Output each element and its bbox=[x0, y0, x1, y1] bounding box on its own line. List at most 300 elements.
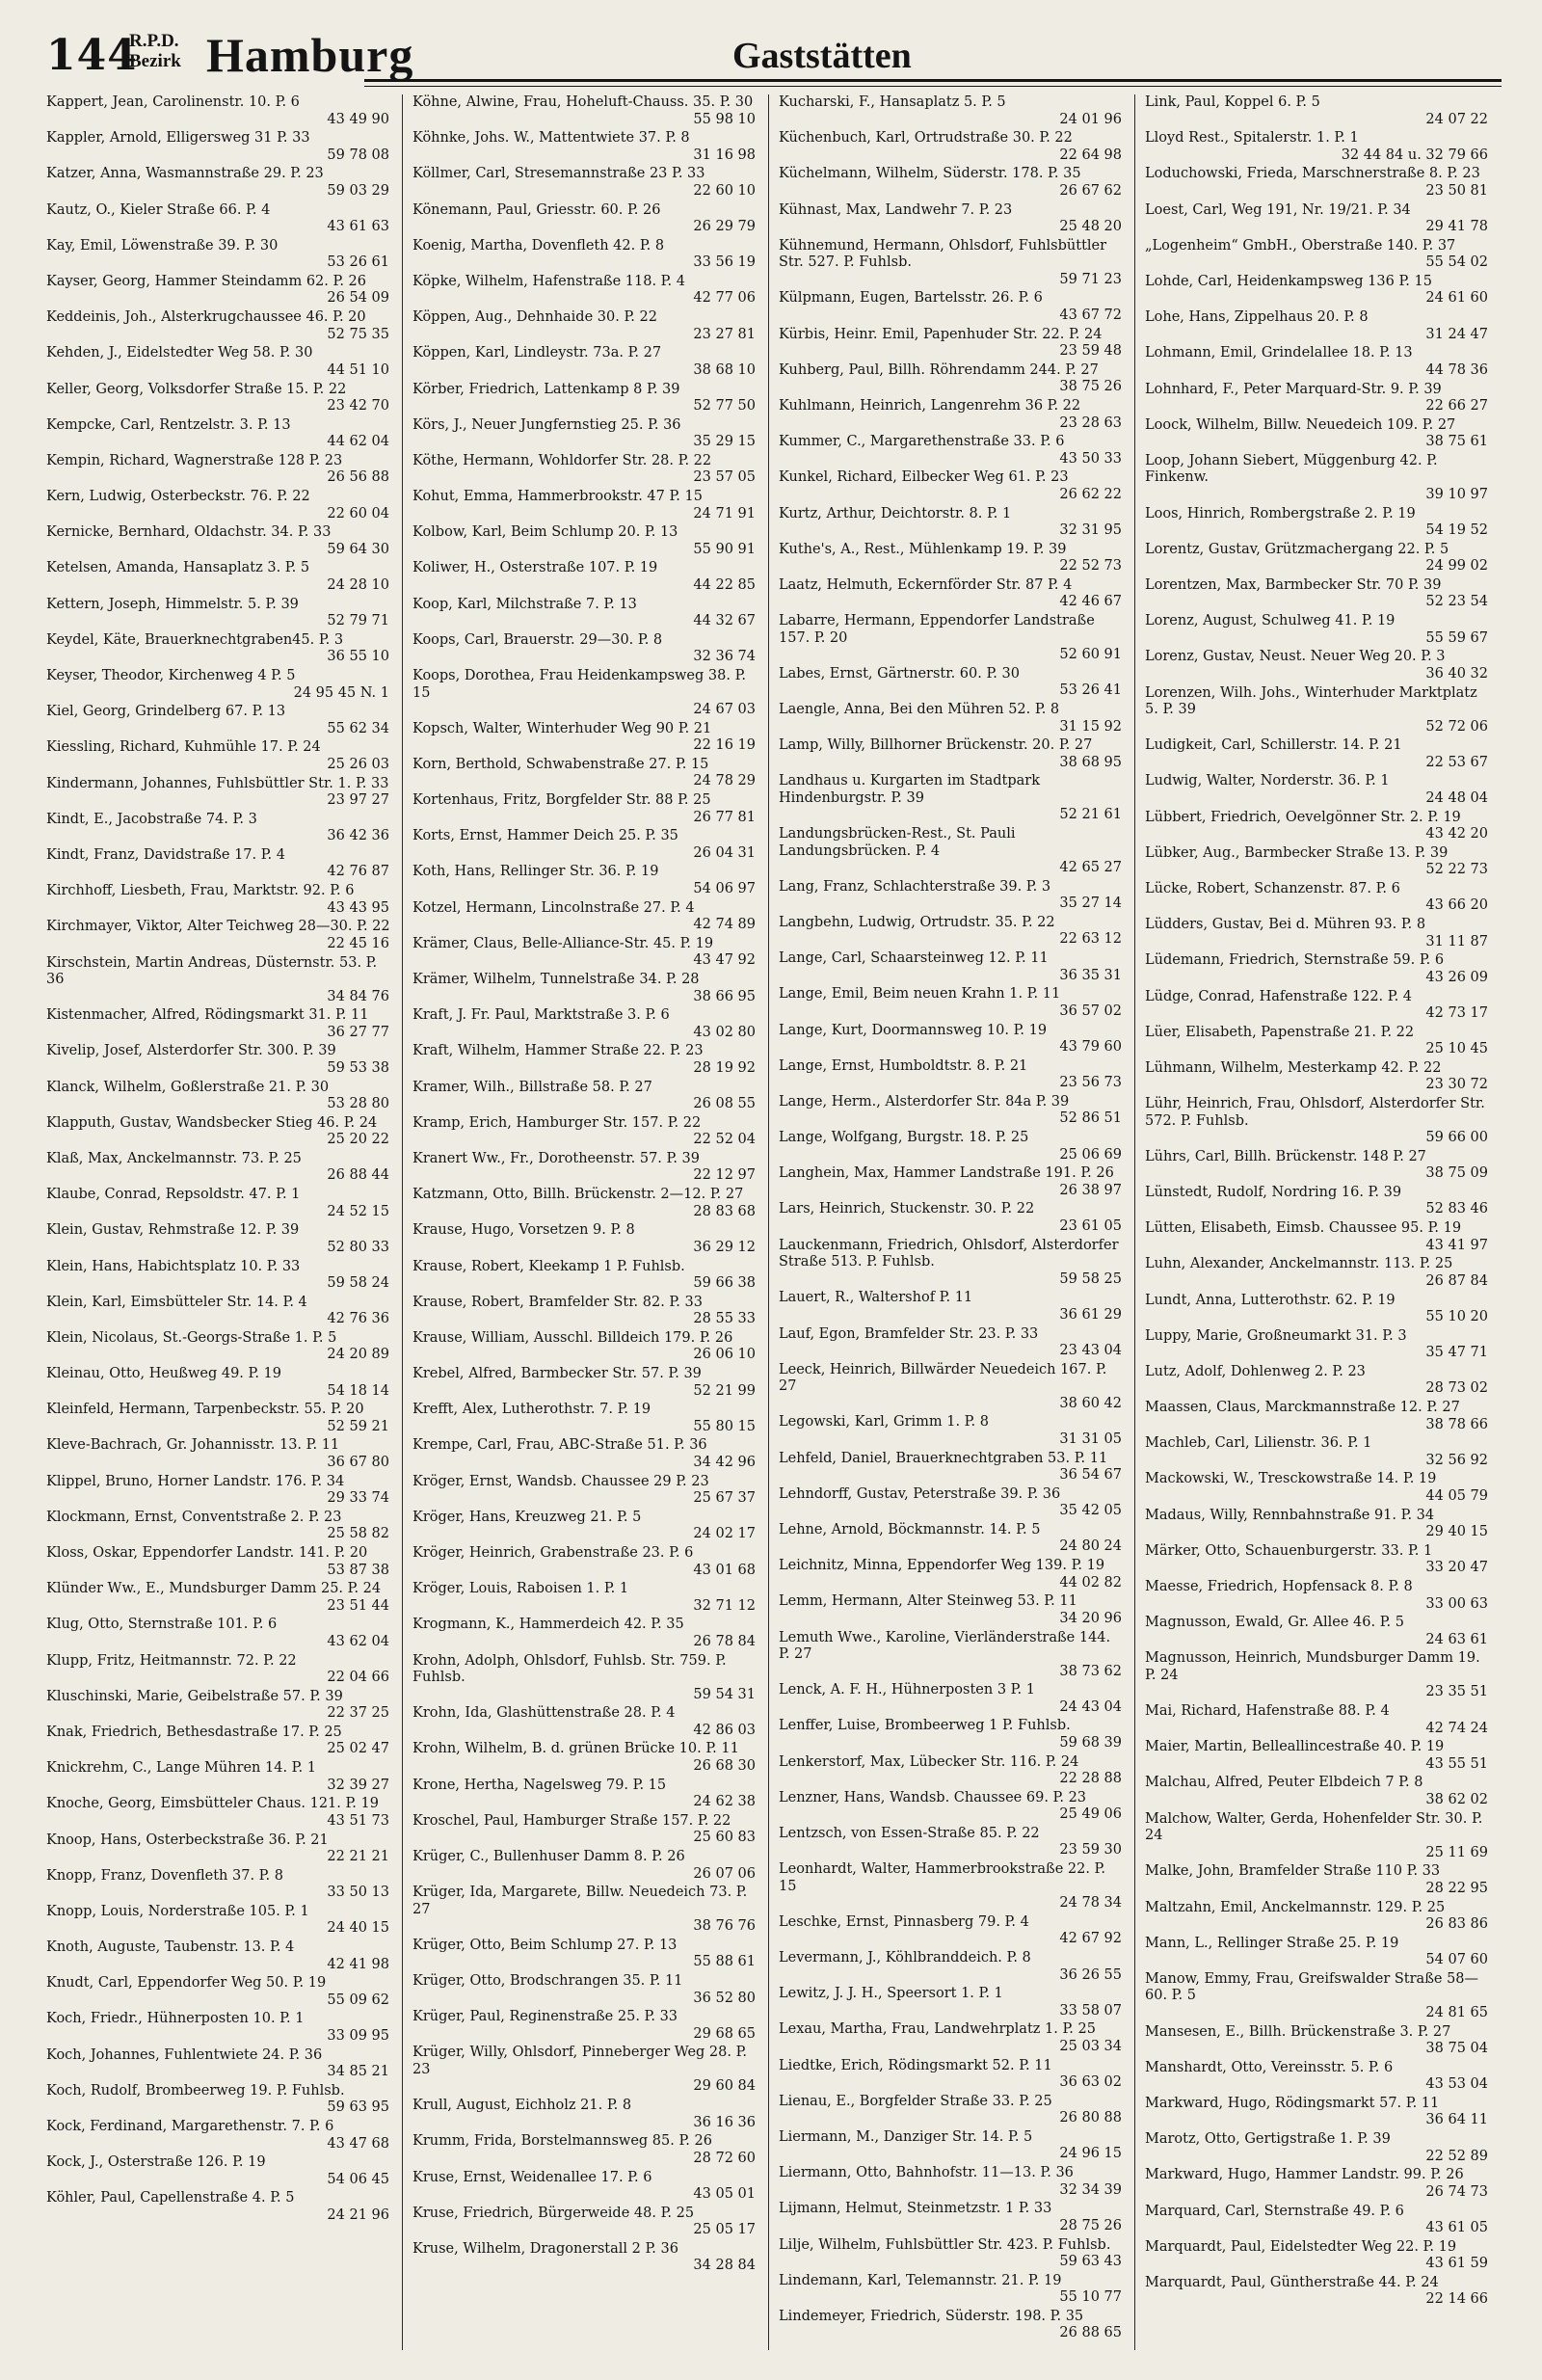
directory-entry bbox=[1145, 1900, 1492, 1934]
entry-phone: 26 56 88 bbox=[327, 469, 389, 486]
entry-phone: 29 33 74 bbox=[327, 1490, 389, 1507]
entry-text: Krause, William, Ausschl. Billdeich 179. P. 26 bbox=[412, 1329, 733, 1346]
entry-phone: 24 01 96 bbox=[1059, 111, 1122, 127]
entry-phone: 52 22 73 bbox=[1425, 862, 1488, 878]
directory-entry bbox=[1145, 345, 1492, 379]
directory-entry bbox=[46, 1904, 393, 1938]
entry-phone: 43 53 04 bbox=[1425, 2076, 1488, 2093]
directory-entry bbox=[46, 1796, 393, 1830]
entry-text: Knoche, Georg, Eimsbütteler Chaus. 121. P. 19 bbox=[46, 1796, 379, 1812]
entry-text: Lauert, R., Waltershof P. 11 bbox=[779, 1290, 973, 1306]
entry-phone: 52 21 99 bbox=[693, 1382, 756, 1399]
entry-phone: 28 55 33 bbox=[693, 1311, 756, 1327]
page-number: 144 bbox=[46, 31, 138, 80]
entry-text: Krüger, Otto, Beim Schlump 27. P. 13 bbox=[412, 1937, 678, 1953]
entry-text: Kivelip, Josef, Alsterdorfer Str. 300. P. 39 bbox=[46, 1043, 336, 1059]
entry-phone: 59 03 29 bbox=[327, 182, 389, 199]
entry-phone: 22 16 19 bbox=[693, 737, 756, 754]
directory-entry bbox=[412, 721, 759, 755]
entry-phone: 44 32 67 bbox=[693, 613, 756, 629]
entry-text: Kröger, Hans, Kreuzweg 21. P. 5 bbox=[412, 1509, 642, 1525]
entry-text: Ludigkeit, Carl, Schillerstr. 14. P. 21 bbox=[1145, 737, 1402, 754]
entry-phone: 38 75 26 bbox=[1059, 379, 1122, 395]
entry-text: Lenkerstorf, Max, Lübecker Str. 116. P. 24 bbox=[779, 1753, 1079, 1770]
directory-entry bbox=[1145, 1328, 1492, 1362]
directory-entry bbox=[1145, 1650, 1492, 1701]
directory-entry bbox=[46, 2083, 393, 2117]
entry-text: Maesse, Friedrich, Hopfensack 8. P. 8 bbox=[1145, 1579, 1413, 1594]
entry-text: Kotzel, Hermann, Lincolnstraße 27. P. 4 bbox=[412, 899, 695, 916]
directory-entry bbox=[46, 202, 393, 236]
district-label bbox=[129, 31, 181, 71]
entry-phone: 24 96 15 bbox=[1059, 2146, 1122, 2162]
entry-text: Kehden, J., Eidelstedter Weg 58. P. 30 bbox=[46, 345, 313, 361]
entry-phone: 36 67 80 bbox=[327, 1454, 389, 1470]
directory-entry bbox=[1145, 202, 1492, 236]
entry-text: Kernicke, Bernhard, Oldachstr. 34. P. 33 bbox=[46, 524, 332, 541]
entry-phone: 42 74 24 bbox=[1425, 1720, 1488, 1736]
entry-phone: 26 68 30 bbox=[693, 1757, 756, 1774]
directory-entry bbox=[779, 879, 1126, 913]
entry-phone: 24 07 22 bbox=[1425, 111, 1488, 127]
entry-phone: 38 75 09 bbox=[1425, 1165, 1488, 1182]
entry-text: Kruse, Wilhelm, Dragonerstall 2 P. 36 bbox=[412, 2240, 678, 2257]
directory-entry bbox=[46, 1259, 393, 1293]
directory-entry bbox=[1145, 577, 1492, 611]
entry-phone: 59 66 38 bbox=[693, 1275, 756, 1291]
directory-entry bbox=[1145, 737, 1492, 771]
directory-entry bbox=[46, 130, 393, 164]
entry-phone: 25 06 69 bbox=[1059, 1146, 1122, 1163]
entry-text: Landhaus u. Kurgarten im Stadtpark Hindenburgstr. P. 39 bbox=[779, 773, 1040, 806]
directory-entry bbox=[412, 792, 759, 826]
column-2 bbox=[412, 94, 759, 2360]
entry-text: Keyser, Theodor, Kirchenweg 4 P. 5 bbox=[46, 668, 296, 683]
directory-entry bbox=[779, 434, 1126, 468]
entry-phone: 23 56 73 bbox=[1059, 1075, 1122, 1091]
entry-phone: 23 51 44 bbox=[327, 1597, 389, 1614]
directory-entry bbox=[1145, 1025, 1492, 1058]
entry-phone: 52 75 35 bbox=[327, 326, 389, 342]
directory-entry bbox=[46, 1581, 393, 1615]
directory-entry bbox=[1145, 649, 1492, 682]
entry-phone: 22 60 10 bbox=[693, 182, 756, 199]
entry-text: Lauckenmann, Friedrich, Ohlsdorf, Alsterdorfer Straße 513. P. Fuhlsb. bbox=[779, 1237, 1119, 1270]
directory-entry bbox=[1145, 1936, 1492, 1969]
directory-entry bbox=[779, 1201, 1126, 1235]
entry-text: Kirchmayer, Viktor, Alter Teichweg 28—30. P. 22 bbox=[46, 919, 390, 935]
entry-phone: 59 68 39 bbox=[1059, 1734, 1122, 1751]
directory-entry bbox=[1145, 1703, 1492, 1737]
entry-text: Kruse, Ernst, Weidenallee 17. P. 6 bbox=[412, 2169, 652, 2185]
entry-text: Kranert Ww., Fr., Dorotheenstr. 57. P. 39 bbox=[412, 1150, 701, 1166]
entry-text: Kistenmacher, Alfred, Rödingsmarkt 31. P. 11 bbox=[46, 1007, 369, 1024]
entry-text: Lijmann, Helmut, Steinmetzstr. 1 P. 33 bbox=[779, 2201, 1052, 2217]
entry-text: Kock, J., Osterstraße 126. P. 19 bbox=[46, 2154, 266, 2171]
entry-phone: 43 01 68 bbox=[693, 1562, 756, 1578]
entry-text: Knoop, Hans, Osterbeckstraße 36. P. 21 bbox=[46, 1832, 329, 1848]
directory-entry bbox=[46, 632, 393, 666]
directory-entry bbox=[779, 2021, 1126, 2055]
entry-phone: 38 66 95 bbox=[693, 988, 756, 1004]
directory-entry bbox=[1145, 2275, 1492, 2309]
entry-text: Lange, Herm., Alsterdorfer Str. 84a P. 39 bbox=[779, 1093, 1070, 1110]
column-3 bbox=[779, 94, 1126, 2360]
directory-entry bbox=[779, 1914, 1126, 1948]
directory-entry bbox=[46, 1653, 393, 1687]
directory-entry bbox=[1145, 2167, 1492, 2201]
directory-entry bbox=[779, 327, 1126, 361]
directory-entry bbox=[46, 1510, 393, 1543]
directory-entry bbox=[1145, 1543, 1492, 1577]
entry-text: Köhne, Alwine, Frau, Hoheluft-Chauss. 35. P. 30 bbox=[412, 94, 754, 110]
entry-phone: 59 54 31 bbox=[693, 1686, 756, 1702]
directory-entry bbox=[412, 1402, 759, 1435]
entry-phone: 23 35 51 bbox=[1425, 1684, 1488, 1700]
directory-entry bbox=[779, 2237, 1126, 2271]
entry-text: Kempcke, Carl, Rentzelstr. 3. P. 13 bbox=[46, 416, 291, 433]
entry-phone: 42 77 06 bbox=[693, 290, 756, 307]
entry-phone: 38 73 62 bbox=[1059, 1663, 1122, 1679]
entry-phone: 26 83 86 bbox=[1425, 1916, 1488, 1932]
entry-text: Küchenbuch, Karl, Ortrudstraße 30. P. 22 bbox=[779, 130, 1073, 147]
directory-entry bbox=[412, 382, 759, 415]
directory-entry bbox=[412, 2206, 759, 2239]
directory-entry bbox=[46, 166, 393, 200]
entry-phone: 43 41 97 bbox=[1425, 1237, 1488, 1253]
directory-entry bbox=[412, 1653, 759, 1704]
entry-text: Kröger, Ernst, Wandsb. Chaussee 29 P. 23 bbox=[412, 1473, 709, 1489]
entry-text: Korn, Berthold, Schwabenstraße 27. P. 15 bbox=[412, 756, 709, 772]
directory-entry bbox=[46, 1080, 393, 1113]
directory-entry bbox=[779, 166, 1126, 200]
entry-phone: 42 76 87 bbox=[327, 864, 389, 880]
directory-entry bbox=[46, 1760, 393, 1794]
entry-text: Krause, Hugo, Vorsetzen 9. P. 8 bbox=[412, 1222, 635, 1239]
directory-entry bbox=[46, 1725, 393, 1758]
directory-entry bbox=[46, 238, 393, 272]
entry-text: Kleinfeld, Hermann, Tarpenbeckstr. 55. P. 20 bbox=[46, 1402, 364, 1418]
entry-text: Legowski, Karl, Grimm 1. P. 8 bbox=[779, 1414, 989, 1431]
entry-text: Loos, Hinrich, Rombergstraße 2. P. 19 bbox=[1145, 505, 1416, 521]
directory-entry bbox=[1145, 453, 1492, 504]
entry-text: Klein, Gustav, Rehmstraße 12. P. 39 bbox=[46, 1222, 300, 1239]
entry-text: Koch, Johannes, Fuhlentwiete 24. P. 36 bbox=[46, 2046, 323, 2063]
entry-phone: 43 49 90 bbox=[327, 111, 389, 127]
entry-phone: 24 71 91 bbox=[693, 505, 756, 521]
directory-entry bbox=[46, 2047, 393, 2081]
directory-entry bbox=[779, 1326, 1126, 1360]
entry-text: Kappert, Jean, Carolinenstr. 10. P. 6 bbox=[46, 94, 300, 110]
directory-entry bbox=[46, 1043, 393, 1077]
entry-phone: 22 53 67 bbox=[1425, 754, 1488, 770]
entry-text: Koenig, Martha, Dovenfleth 42. P. 8 bbox=[412, 237, 665, 254]
directory-entry bbox=[779, 1023, 1126, 1056]
entry-text: Lewitz, J. J. H., Speersort 1. P. 1 bbox=[779, 1986, 1003, 2002]
entry-text: Maier, Martin, Belleallincestraße 40. P. 19 bbox=[1145, 1739, 1445, 1755]
entry-text: Kolbow, Karl, Beim Schlump 20. P. 13 bbox=[412, 524, 678, 541]
directory-entry bbox=[779, 1058, 1126, 1092]
directory-entry bbox=[412, 1705, 759, 1739]
entry-text: Körs, J., Neuer Jungfernstieg 25. P. 36 bbox=[412, 416, 681, 433]
entry-phone: 53 26 41 bbox=[1059, 682, 1122, 699]
column-divider bbox=[768, 94, 769, 2350]
entry-text: Lutz, Adolf, Dohlenweg 2. P. 23 bbox=[1145, 1363, 1366, 1379]
entry-phone: 55 88 61 bbox=[693, 1954, 756, 1970]
entry-text: Kramp, Erich, Hamburger Str. 157. P. 22 bbox=[412, 1114, 702, 1131]
header-rule bbox=[364, 79, 1502, 82]
entry-text: Krull, August, Eichholz 21. P. 8 bbox=[412, 2098, 632, 2114]
entry-text: Lars, Heinrich, Stuckenstr. 30. P. 22 bbox=[779, 1201, 1035, 1217]
directory-entry bbox=[1145, 2024, 1492, 2058]
entry-text: Malchau, Alfred, Peuter Elbdeich 7 P. 8 bbox=[1145, 1775, 1423, 1791]
entry-phone: 36 27 77 bbox=[327, 1024, 389, 1040]
entry-text: Markward, Hugo, Rödingsmarkt 57. P. 11 bbox=[1145, 2095, 1440, 2111]
directory-entry bbox=[412, 1187, 759, 1220]
directory-entry bbox=[1145, 1811, 1492, 1862]
directory-entry bbox=[779, 915, 1126, 949]
entry-text: Lehfeld, Daniel, Brauerknechtgraben 53. P. 11 bbox=[779, 1450, 1108, 1466]
directory-entry bbox=[779, 1290, 1126, 1324]
entry-phone: 52 86 51 bbox=[1059, 1110, 1122, 1127]
entry-text: Lorentz, Gustav, Grützmachergang 22. P. 5 bbox=[1145, 541, 1449, 557]
directory-entry bbox=[779, 202, 1126, 236]
entry-text: Klein, Nicolaus, St.-Georgs-Straße 1. P. 5 bbox=[46, 1329, 337, 1346]
directory-entry bbox=[779, 1362, 1126, 1413]
directory-entry bbox=[1145, 1579, 1492, 1613]
entry-text: Loduchowski, Frieda, Marschnerstraße 8. P. 23 bbox=[1145, 166, 1480, 182]
directory-entry bbox=[412, 1295, 759, 1328]
entry-text: Mai, Richard, Hafenstraße 88. P. 4 bbox=[1145, 1703, 1390, 1720]
directory-entry bbox=[1145, 2096, 1492, 2129]
entry-phone: 26 54 09 bbox=[327, 290, 389, 307]
entry-text: Klippel, Bruno, Horner Landstr. 176. P. 34 bbox=[46, 1473, 345, 1489]
directory-entry bbox=[46, 94, 393, 128]
entry-phone: 24 95 45 N. 1 bbox=[293, 684, 389, 701]
section-title: Gaststätten bbox=[732, 36, 912, 76]
entry-phone: 22 12 97 bbox=[693, 1167, 756, 1184]
entry-phone: 22 52 73 bbox=[1059, 558, 1122, 575]
directory-entry bbox=[1145, 2131, 1492, 2165]
directory-entry bbox=[1145, 1293, 1492, 1326]
entry-phone: 38 75 61 bbox=[1425, 434, 1488, 450]
directory-entry bbox=[412, 900, 759, 934]
entry-phone: 35 42 05 bbox=[1059, 1503, 1122, 1519]
entry-text: Luhn, Alexander, Anckelmannstr. 113. P. 25 bbox=[1145, 1256, 1453, 1272]
directory-entry bbox=[779, 737, 1126, 771]
entry-text: Krüger, Paul, Reginenstraße 25. P. 33 bbox=[412, 2009, 678, 2025]
entry-text: Kürbis, Heinr. Emil, Papenhuder Str. 22. P. 24 bbox=[779, 326, 1103, 342]
entry-phone: 43 43 95 bbox=[327, 899, 389, 916]
directory-entry bbox=[412, 1581, 759, 1615]
entry-phone: 43 79 60 bbox=[1059, 1039, 1122, 1055]
entry-text: Marquard, Carl, Sternstraße 49. P. 6 bbox=[1145, 2203, 1404, 2219]
entry-phone: 22 37 25 bbox=[327, 1705, 389, 1722]
entry-phone: 43 61 05 bbox=[1425, 2220, 1488, 2235]
entry-phone: 26 74 73 bbox=[1425, 2183, 1488, 2200]
entry-phone: 59 78 08 bbox=[327, 147, 389, 163]
directory-entry bbox=[779, 2094, 1126, 2127]
entry-text: Manshardt, Otto, Vereinsstr. 5. P. 6 bbox=[1145, 2059, 1394, 2075]
entry-text: Krüger, C., Bullenhuser Damm 8. P. 26 bbox=[412, 1849, 685, 1864]
entry-phone: 24 52 15 bbox=[327, 1203, 389, 1219]
entry-phone: 28 19 92 bbox=[693, 1059, 756, 1076]
directory-entry bbox=[779, 1451, 1126, 1484]
entry-phone: 33 50 13 bbox=[327, 1885, 389, 1901]
entry-text: Koop, Karl, Milchstraße 7. P. 13 bbox=[412, 596, 637, 612]
directory-entry bbox=[779, 2165, 1126, 2199]
entry-text: Lücke, Robert, Schanzenstr. 87. P. 6 bbox=[1145, 880, 1400, 896]
directory-entry bbox=[1145, 2204, 1492, 2237]
entry-phone: 22 60 04 bbox=[327, 505, 389, 521]
entry-text: Lange, Carl, Schaarsteinweg 12. P. 11 bbox=[779, 950, 1049, 967]
directory-entry bbox=[1145, 309, 1492, 343]
directory-entry bbox=[779, 1558, 1126, 1591]
entry-text: Magnusson, Ewald, Gr. Allee 46. P. 5 bbox=[1145, 1615, 1404, 1631]
entry-phone: 36 29 12 bbox=[693, 1239, 756, 1255]
entry-phone: 25 58 82 bbox=[327, 1526, 389, 1542]
directory-entry bbox=[46, 739, 393, 773]
directory-entry bbox=[1145, 989, 1492, 1023]
entry-text: Loop, Johann Siebert, Müggenburg 42. P. Finkenw. bbox=[1145, 452, 1438, 486]
entry-phone: 32 56 92 bbox=[1425, 1452, 1488, 1468]
directory-entry bbox=[779, 1682, 1126, 1716]
entry-text: Könemann, Paul, Griesstr. 60. P. 26 bbox=[412, 201, 661, 218]
entry-text: Leschke, Ernst, Pinnasberg 79. P. 4 bbox=[779, 1913, 1029, 1930]
entry-phone: 31 15 92 bbox=[1059, 718, 1122, 735]
entry-text: Köthe, Hermann, Wohldorfer Str. 28. P. 22 bbox=[412, 452, 712, 468]
entry-phone: 26 77 81 bbox=[693, 809, 756, 825]
entry-phone: 24 43 04 bbox=[1059, 1698, 1122, 1715]
entry-phone: 43 26 09 bbox=[1425, 969, 1488, 985]
directory-entry bbox=[1145, 1364, 1492, 1398]
directory-entry bbox=[412, 864, 759, 897]
directory-entry bbox=[412, 1778, 759, 1811]
entry-text: Krause, Robert, Kleekamp 1 P. Fuhlsb. bbox=[412, 1258, 685, 1274]
entry-text: Madaus, Willy, Rennbahnstraße 91. P. 34 bbox=[1145, 1507, 1435, 1523]
entry-phone: 33 58 07 bbox=[1059, 2002, 1122, 2019]
entry-phone: 24 28 10 bbox=[327, 576, 389, 593]
entry-phone: 22 64 98 bbox=[1059, 147, 1122, 163]
entry-phone: 26 07 06 bbox=[693, 1865, 756, 1882]
directory-entry bbox=[779, 1522, 1126, 1556]
directory-entry bbox=[1145, 773, 1492, 807]
directory-entry bbox=[46, 847, 393, 881]
entry-phone: 24 40 15 bbox=[327, 1920, 389, 1937]
entry-text: Krone, Hertha, Nagelsweg 79. P. 15 bbox=[412, 1777, 667, 1793]
entry-text: Lundt, Anna, Lutterothstr. 62. P. 19 bbox=[1145, 1292, 1396, 1308]
entry-phone: 38 68 95 bbox=[1059, 754, 1122, 770]
entry-phone: 36 57 02 bbox=[1059, 1003, 1122, 1019]
entry-phone: 24 62 38 bbox=[693, 1794, 756, 1810]
entry-phone: 54 18 14 bbox=[327, 1382, 389, 1399]
entry-text: Köppen, Karl, Lindleystr. 73a. P. 27 bbox=[412, 345, 662, 361]
entry-text: Keddeinis, Joh., Alsterkrugchaussee 46. P. 20 bbox=[46, 309, 366, 326]
entry-text: Koliwer, H., Osterstraße 107. P. 19 bbox=[412, 560, 658, 576]
entry-text: Lünstedt, Rudolf, Nordring 16. P. 39 bbox=[1145, 1184, 1402, 1200]
entry-phone: 29 60 84 bbox=[693, 2078, 756, 2095]
entry-text: Machleb, Carl, Lilienstr. 36. P. 1 bbox=[1145, 1435, 1372, 1452]
entry-text: Lenffer, Luise, Brombeerweg 1 P. Fuhlsb. bbox=[779, 1718, 1071, 1734]
entry-text: Liedtke, Erich, Rödingsmarkt 52. P. 11 bbox=[779, 2057, 1052, 2073]
entry-phone: 23 59 30 bbox=[1059, 1842, 1122, 1859]
entry-text: Kindt, Franz, Davidstraße 17. P. 4 bbox=[46, 846, 286, 863]
entry-phone: 23 27 81 bbox=[693, 326, 756, 342]
entry-phone: 24 81 65 bbox=[1425, 2004, 1488, 2020]
entry-text: Krogmann, K., Hammerdeich 42. P. 35 bbox=[412, 1617, 684, 1633]
entry-text: Magnusson, Heinrich, Mundsburger Damm 19. P. 24 bbox=[1145, 1650, 1480, 1683]
entry-phone: 22 63 12 bbox=[1059, 931, 1122, 948]
entry-phone: 32 44 84 u. 32 79 66 bbox=[1341, 147, 1488, 163]
entry-phone: 32 39 27 bbox=[327, 1777, 389, 1793]
entry-phone: 29 41 78 bbox=[1425, 219, 1488, 235]
entry-text: Kuhberg, Paul, Billh. Röhrendamm 244. P. 27 bbox=[779, 361, 1099, 378]
entry-text: Kummer, C., Margarethenstraße 33. P. 6 bbox=[779, 434, 1065, 450]
entry-text: Klupp, Fritz, Heitmannstr. 72. P. 22 bbox=[46, 1652, 297, 1669]
entry-phone: 43 47 68 bbox=[327, 2135, 389, 2152]
directory-entry bbox=[1145, 274, 1492, 308]
entry-phone: 24 67 03 bbox=[693, 702, 756, 717]
directory-entry bbox=[412, 972, 759, 1005]
directory-entry bbox=[412, 1474, 759, 1508]
entry-phone: 38 60 42 bbox=[1059, 1395, 1122, 1411]
entry-text: Laengle, Anna, Bei den Mühren 52. P. 8 bbox=[779, 702, 1060, 717]
entry-text: Krüger, Willy, Ohlsdorf, Pinneberger Weg 28. P. 23 bbox=[412, 2045, 748, 2077]
entry-phone: 24 61 60 bbox=[1425, 290, 1488, 307]
entry-phone: 39 10 97 bbox=[1425, 486, 1488, 502]
directory-entry bbox=[412, 524, 759, 558]
entry-phone: 52 59 21 bbox=[327, 1418, 389, 1434]
entry-phone: 31 24 47 bbox=[1425, 326, 1488, 342]
entry-phone: 36 64 11 bbox=[1425, 2112, 1488, 2128]
directory-entry bbox=[412, 1885, 759, 1936]
directory-entry bbox=[412, 1115, 759, 1149]
directory-entry bbox=[412, 1080, 759, 1113]
directory-entry bbox=[1145, 542, 1492, 575]
entry-phone: 23 59 48 bbox=[1059, 343, 1122, 360]
entry-text: Kruse, Friedrich, Bürgerweide 48. P. 25 bbox=[412, 2205, 695, 2221]
directory-entry bbox=[412, 828, 759, 862]
entry-phone: 59 58 24 bbox=[327, 1275, 389, 1291]
directory-entry bbox=[412, 757, 759, 790]
entry-text: Lange, Ernst, Humboldtstr. 8. P. 21 bbox=[779, 1057, 1028, 1074]
entry-text: Kock, Ferdinand, Margarethenstr. 7. P. 6 bbox=[46, 2119, 334, 2134]
entry-phone: 36 42 36 bbox=[327, 828, 389, 844]
entry-phone: 34 42 96 bbox=[693, 1454, 756, 1470]
entry-phone: 55 98 10 bbox=[693, 111, 756, 127]
entry-text: Mackowski, W., Tresckowstraße 14. P. 19 bbox=[1145, 1471, 1437, 1487]
entry-text: Lienau, E., Borgfelder Straße 33. P. 25 bbox=[779, 2093, 1052, 2109]
entry-phone: 23 28 63 bbox=[1059, 414, 1122, 431]
entry-text: Kappler, Arnold, Elligersweg 31 P. 33 bbox=[46, 130, 310, 147]
directory-entry bbox=[46, 704, 393, 737]
directory-entry bbox=[779, 1165, 1126, 1199]
entry-text: Knopp, Franz, Dovenfleth 37. P. 8 bbox=[46, 1867, 283, 1884]
directory-entry bbox=[412, 1617, 759, 1650]
entry-text: Kindt, E., Jacobstraße 74. P. 3 bbox=[46, 811, 257, 827]
entry-text: Kühnast, Max, Landwehr 7. P. 23 bbox=[779, 201, 1013, 218]
entry-phone: 43 67 72 bbox=[1059, 307, 1122, 323]
directory-entry bbox=[412, 2241, 759, 2275]
directory-entry bbox=[1145, 810, 1492, 843]
entry-phone: 29 68 65 bbox=[693, 2025, 756, 2042]
directory-entry bbox=[779, 1094, 1126, 1128]
directory-entry bbox=[412, 1437, 759, 1471]
directory-entry bbox=[779, 469, 1126, 503]
entry-phone: 38 75 04 bbox=[1425, 2041, 1488, 2057]
entry-phone: 55 10 77 bbox=[1059, 2289, 1122, 2306]
entry-text: Manow, Emmy, Frau, Greifswalder Straße 58—60. P. 5 bbox=[1145, 1970, 1479, 2004]
